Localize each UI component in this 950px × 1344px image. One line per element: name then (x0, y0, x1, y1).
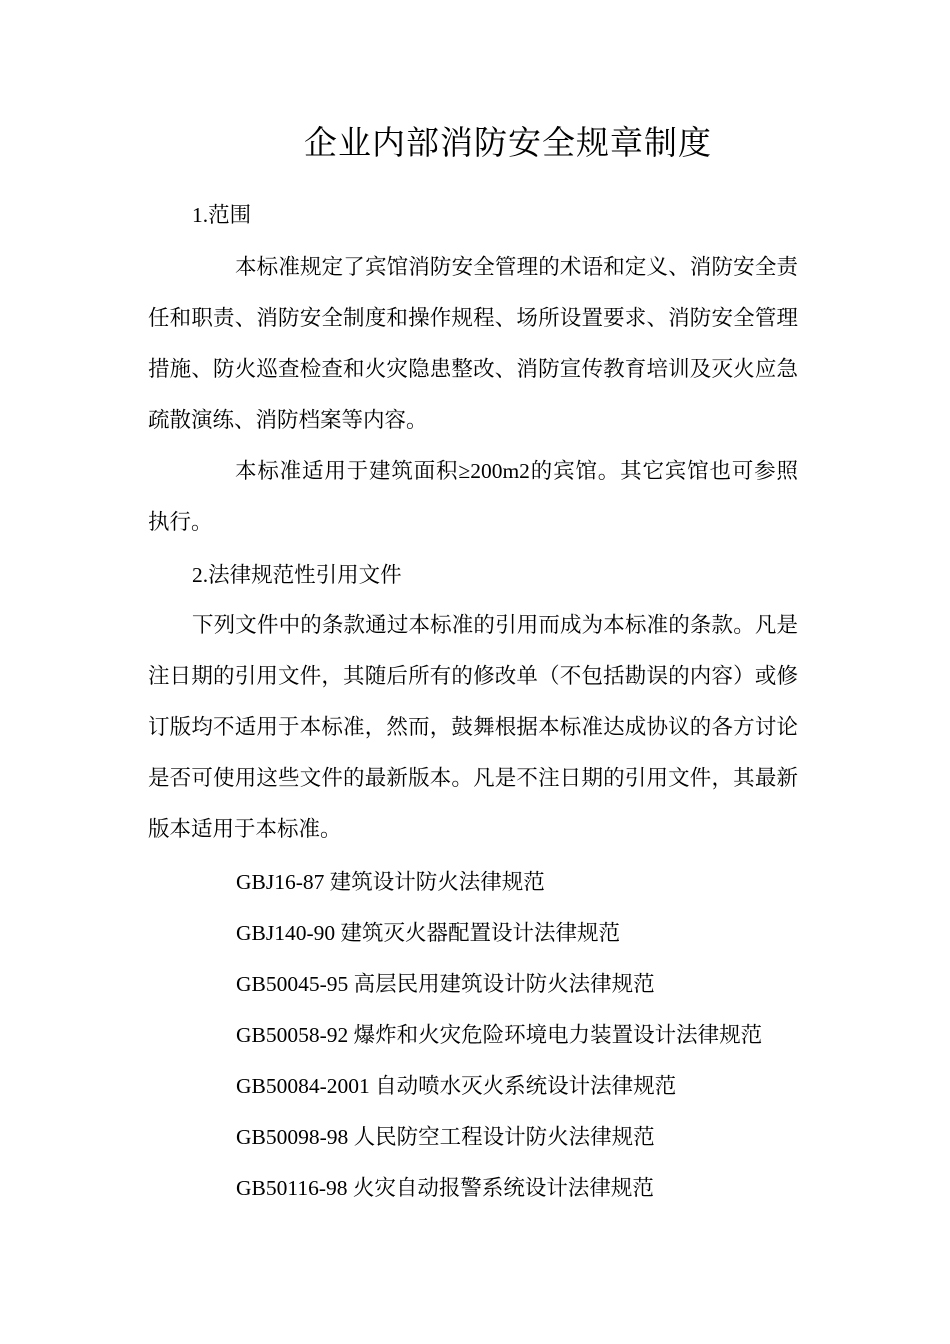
section-heading-references: 2.法律规范性引用文件 (192, 563, 402, 587)
reference-item: GBJ16-87 建筑设计防火法律规范 (236, 870, 545, 894)
reference-item: GB50116-98 火灾自动报警系统设计法律规范 (236, 1176, 654, 1200)
section-heading-scope: 1.范围 (192, 203, 252, 227)
reference-item: GB50098-98 人民防空工程设计防火法律规范 (236, 1125, 655, 1149)
reference-item: GB50058-92 爆炸和火灾危险环境电力装置设计法律规范 (236, 1023, 763, 1047)
document-title: 企业内部消防安全规章制度 (304, 126, 712, 162)
scope-paragraph-1: 本标准规定了宾馆消防安全管理的术语和定义、消防安全责任和职责、消防安全制度和操作规程、场所设置要求、消防安全管理措施、防火巡查检查和火灾隐患整改、消防宣传教育培训及灭火应急疏散演练、消防档案等内容。 (148, 255, 798, 432)
reference-item: GB50084-2001 自动喷水灭火系统设计法律规范 (236, 1074, 677, 1098)
scope-paragraph-2: 本标准适用于建筑面积≥200m2的宾馆。其它宾馆也可参照执行。 (148, 459, 798, 534)
references-paragraph: 下列文件中的条款通过本标准的引用而成为本标准的条款。凡是注日期的引用文件，其随后所有的修改单（不包括勘误的内容）或修订版均不适用于本标准，然而，鼓舞根据本标准达成协议的各方讨论是否可使用这些文件的最新版本。凡是不注日期的引用文件，其最新版本适用于本标准。 (148, 613, 798, 841)
reference-item: GBJ140-90 建筑灭火器配置设计法律规范 (236, 921, 621, 945)
reference-item: GB50045-95 高层民用建筑设计防火法律规范 (236, 972, 655, 996)
